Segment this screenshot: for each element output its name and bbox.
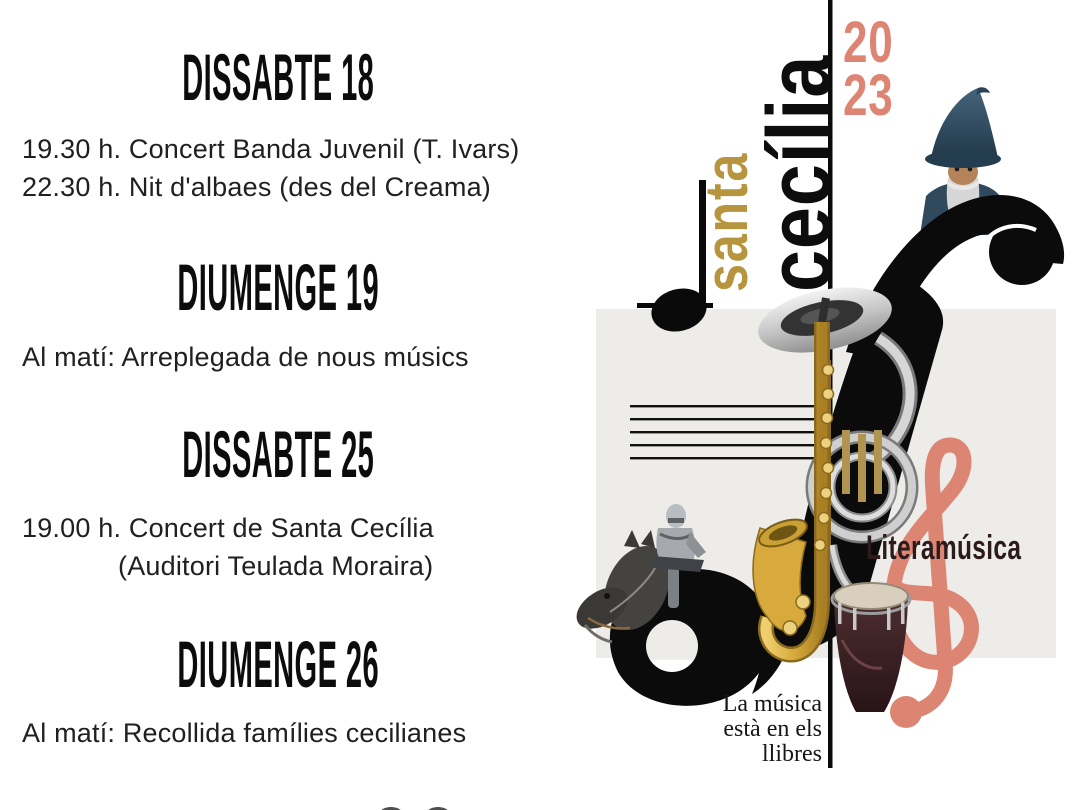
brand-word-cecilia: cecília [750,54,850,293]
tagline-line: està en els [723,716,822,742]
event-line: 19.00 h. Concert de Santa Cecília [22,513,434,543]
brand-word-santa: santa [693,151,760,292]
event-line: 22.30 h. Nit d'albaes (des del Creama) [22,172,491,202]
section-title-text: DIUMENGE 19 [177,250,379,324]
section-lines-dissabte-18 [22,130,519,206]
section-title-text: DISSABTE 25 [181,417,375,491]
section-title-dissabte-18 [0,40,556,114]
section-lines-dissabte-25 [22,509,434,585]
tagline [640,692,822,767]
event-line: 19.30 h. Concert Banda Juvenil (T. Ivars) [22,134,520,164]
year-2023 [843,10,894,128]
section-lines-diumenge-19 [22,338,469,376]
section-title-text: DISSABTE 18 [181,40,375,114]
event-line: Al matí: Recollida famílies cecilianes [22,718,467,748]
conga-drum-icon [832,583,910,712]
tagline-line: llibres [762,741,822,767]
literamusica-label: Literamúsica [866,529,1022,567]
brand-santa-cecilia [693,54,850,293]
section-title-dissabte-25 [0,417,556,491]
year-line: 20 [843,10,894,75]
section-lines-diumenge-26 [22,714,466,752]
year-line: 23 [843,63,894,128]
section-title-diumenge-19 [0,250,556,324]
section-title-text: DIUMENGE 26 [177,627,379,701]
section-title-diumenge-26 [0,627,556,701]
tagline-line: La música [722,691,822,717]
event-line: (Auditori Teulada Moraira) [118,551,434,581]
event-line: Al matí: Arreplegada de nous músics [22,342,469,372]
